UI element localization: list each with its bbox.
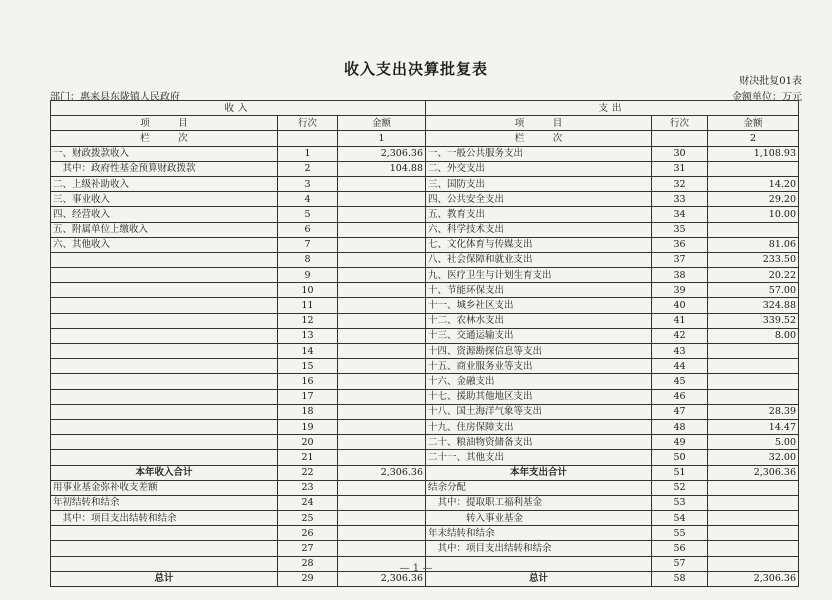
income-column-number: 1 <box>338 131 426 146</box>
table-row <box>51 222 799 237</box>
income-item-cell: 四、经营收入 <box>51 207 278 222</box>
table-row <box>51 450 799 465</box>
expense-item-cell: 五、教育支出 <box>426 207 652 222</box>
expense-item-cell: 年末结转和结余 <box>426 526 652 541</box>
table-row <box>51 480 799 495</box>
expense-amount-cell <box>708 526 799 541</box>
expense-amount-cell <box>708 480 799 495</box>
page-title: 收入支出决算批复表 <box>343 60 488 78</box>
expense-item-cell: 七、文化体育与传媒支出 <box>426 237 652 252</box>
expense-amount-cell: 81.06 <box>708 237 799 252</box>
income-item-cell: 三、事业收入 <box>51 192 278 207</box>
expense-amount-cell <box>708 541 799 556</box>
expense-item-header: 项 目 <box>426 116 652 131</box>
income-amount-cell <box>338 313 426 328</box>
expense-row-no-cell: 50 <box>652 450 708 465</box>
expense-row-no-cell: 53 <box>652 495 708 510</box>
expense-row-no-cell: 35 <box>652 222 708 237</box>
expense-amount-cell: 14.20 <box>708 176 799 191</box>
expense-amount-cell <box>708 389 799 404</box>
income-amount-cell: 2,306.36 <box>338 465 426 480</box>
income-row-no-cell: 24 <box>278 495 338 510</box>
income-row-no-cell: 15 <box>278 359 338 374</box>
expense-amount-cell <box>708 222 799 237</box>
income-amount-cell <box>338 480 426 495</box>
income-amount-cell <box>338 298 426 313</box>
income-row-no-cell: 20 <box>278 435 338 450</box>
expense-row-no-cell: 42 <box>652 328 708 343</box>
income-row-no-cell: 7 <box>278 237 338 252</box>
income-amount-cell <box>338 419 426 434</box>
expense-amount-cell: 324.88 <box>708 298 799 313</box>
table-row <box>51 268 799 283</box>
income-amount-cell <box>338 435 426 450</box>
income-item-cell <box>51 328 278 343</box>
approval-table <box>50 100 799 587</box>
expense-row-no-cell: 36 <box>652 237 708 252</box>
income-item-cell <box>51 374 278 389</box>
expense-row-no-cell: 40 <box>652 298 708 313</box>
expense-header: 支出 <box>426 101 799 116</box>
expense-row-no-cell: 33 <box>652 192 708 207</box>
expense-item-cell: 十八、国土海洋气象等支出 <box>426 404 652 419</box>
expense-amount-cell <box>708 359 799 374</box>
income-item-cell: 五、附属单位上缴收入 <box>51 222 278 237</box>
income-amount-cell <box>338 495 426 510</box>
income-amount-cell <box>338 374 426 389</box>
expense-row-no-cell: 32 <box>652 176 708 191</box>
expense-row-no-cell: 51 <box>652 465 708 480</box>
table-row <box>51 435 799 450</box>
expense-item-cell: 其中：项目支出结转和结余 <box>426 541 652 556</box>
table-row <box>51 359 799 374</box>
income-row-no-cell: 10 <box>278 283 338 298</box>
table-row <box>51 389 799 404</box>
table-row <box>51 161 799 176</box>
table-row <box>51 237 799 252</box>
expense-item-cell: 十六、金融支出 <box>426 374 652 389</box>
income-amount-cell <box>338 389 426 404</box>
expense-amount-cell: 8.00 <box>708 328 799 343</box>
expense-row-no-cell: 31 <box>652 161 708 176</box>
income-item-cell <box>51 283 278 298</box>
income-row-no-header: 行次 <box>278 116 338 131</box>
table-row <box>51 419 799 434</box>
expense-amount-cell <box>708 344 799 359</box>
expense-item-cell: 十七、援助其他地区支出 <box>426 389 652 404</box>
income-row-no-cell: 13 <box>278 328 338 343</box>
income-row-no-cell: 8 <box>278 252 338 267</box>
table-row <box>51 495 799 510</box>
income-item-cell <box>51 268 278 283</box>
expense-row-no-cell: 34 <box>652 207 708 222</box>
expense-item-cell: 十一、城乡社区支出 <box>426 298 652 313</box>
table-row <box>51 328 799 343</box>
expense-column-number: 2 <box>708 131 799 146</box>
expense-row-no-cell: 52 <box>652 480 708 495</box>
expense-item-cell: 本年支出合计 <box>426 465 652 480</box>
expense-amount-cell: 28.39 <box>708 404 799 419</box>
table-row <box>51 541 799 556</box>
income-row-no-cell: 27 <box>278 541 338 556</box>
expense-column-label: 栏 次 <box>426 131 652 146</box>
expense-item-cell: 九、医疗卫生与计划生育支出 <box>426 268 652 283</box>
expense-amount-cell: 2,306.36 <box>708 571 799 586</box>
income-item-cell <box>51 298 278 313</box>
income-row-no-cell: 23 <box>278 480 338 495</box>
income-item-cell <box>51 526 278 541</box>
expense-row-no-cell: 46 <box>652 389 708 404</box>
income-item-cell: 一、财政拨款收入 <box>51 146 278 161</box>
table-body <box>51 146 799 586</box>
income-amount-cell <box>338 268 426 283</box>
expense-column-empty <box>652 131 708 146</box>
income-row-no-cell: 22 <box>278 465 338 480</box>
income-header: 收入 <box>51 101 426 116</box>
expense-row-no-cell: 47 <box>652 404 708 419</box>
table-row <box>51 344 799 359</box>
income-amount-cell <box>338 176 426 191</box>
expense-amount-cell <box>708 374 799 389</box>
expense-item-cell: 二、外交支出 <box>426 161 652 176</box>
income-row-no-cell: 17 <box>278 389 338 404</box>
department-label: 部门：惠来县东陇镇人民政府 <box>50 92 180 103</box>
expense-row-no-cell: 41 <box>652 313 708 328</box>
expense-row-no-cell: 39 <box>652 283 708 298</box>
table-row <box>51 374 799 389</box>
table-row <box>51 207 799 222</box>
table-row <box>51 313 799 328</box>
expense-row-no-cell: 56 <box>652 541 708 556</box>
expense-item-cell: 二十、粮油物资储备支出 <box>426 435 652 450</box>
income-item-cell <box>51 359 278 374</box>
income-item-cell <box>51 450 278 465</box>
income-amount-cell: 104.88 <box>338 161 426 176</box>
income-item-cell: 六、其他收入 <box>51 237 278 252</box>
income-amount-cell <box>338 404 426 419</box>
expense-item-cell: 四、公共安全支出 <box>426 192 652 207</box>
income-row-no-cell: 9 <box>278 268 338 283</box>
expense-row-no-cell: 43 <box>652 344 708 359</box>
income-amount-cell <box>338 237 426 252</box>
income-row-no-cell: 26 <box>278 526 338 541</box>
expense-amount-cell: 2,306.36 <box>708 465 799 480</box>
table-row <box>51 526 799 541</box>
expense-item-cell: 六、科学技术支出 <box>426 222 652 237</box>
income-row-no-cell: 16 <box>278 374 338 389</box>
expense-row-no-cell: 57 <box>652 556 708 571</box>
income-row-no-cell: 14 <box>278 344 338 359</box>
income-amount-cell <box>338 207 426 222</box>
income-item-cell: 其中：项目支出结转和结余 <box>51 511 278 526</box>
expense-item-cell: 八、社会保障和就业支出 <box>426 252 652 267</box>
income-item-cell <box>51 252 278 267</box>
table-row <box>51 298 799 313</box>
income-amount-cell: 2,306.36 <box>338 571 426 586</box>
expense-item-cell: 十、节能环保支出 <box>426 283 652 298</box>
expense-amount-header: 金额 <box>708 116 799 131</box>
expense-amount-cell: 5.00 <box>708 435 799 450</box>
income-item-cell <box>51 419 278 434</box>
income-amount-cell <box>338 328 426 343</box>
income-row-no-cell: 11 <box>278 298 338 313</box>
income-row-no-cell: 18 <box>278 404 338 419</box>
income-row-no-cell: 25 <box>278 511 338 526</box>
table-row <box>51 176 799 191</box>
income-amount-cell <box>338 450 426 465</box>
expense-row-no-cell: 54 <box>652 511 708 526</box>
income-row-no-cell: 12 <box>278 313 338 328</box>
income-row-no-cell: 29 <box>278 571 338 586</box>
income-item-cell: 年初结转和结余 <box>51 495 278 510</box>
income-item-cell <box>51 344 278 359</box>
expense-amount-cell: 14.47 <box>708 419 799 434</box>
income-amount-cell <box>338 192 426 207</box>
table-row <box>51 252 799 267</box>
expense-amount-cell: 29.20 <box>708 192 799 207</box>
income-item-cell <box>51 404 278 419</box>
income-amount-cell <box>338 252 426 267</box>
expense-item-cell: 十九、住房保障支出 <box>426 419 652 434</box>
expense-item-cell: 十三、交通运输支出 <box>426 328 652 343</box>
income-amount-cell <box>338 541 426 556</box>
income-row-no-cell: 5 <box>278 207 338 222</box>
income-amount-cell <box>338 222 426 237</box>
expense-amount-cell: 233.50 <box>708 252 799 267</box>
income-amount-cell <box>338 526 426 541</box>
income-item-cell: 其中：政府性基金预算财政拨款 <box>51 161 278 176</box>
income-item-cell: 总计 <box>51 571 278 586</box>
income-item-cell <box>51 541 278 556</box>
expense-item-cell: 十二、农林水支出 <box>426 313 652 328</box>
expense-row-no-cell: 55 <box>652 526 708 541</box>
income-item-cell: 二、上级补助收入 <box>51 176 278 191</box>
table-row <box>51 465 799 480</box>
income-row-no-cell: 3 <box>278 176 338 191</box>
expense-row-no-cell: 45 <box>652 374 708 389</box>
expense-item-cell: 转入事业基金 <box>426 511 652 526</box>
income-amount-cell <box>338 283 426 298</box>
expense-row-no-cell: 38 <box>652 268 708 283</box>
expense-row-no-header: 行次 <box>652 116 708 131</box>
income-item-cell: 本年收入合计 <box>51 465 278 480</box>
unit-label: 金额单位：万元 <box>732 92 802 103</box>
income-item-cell: 用事业基金弥补收支差额 <box>51 480 278 495</box>
income-column-empty <box>278 131 338 146</box>
table-row <box>51 511 799 526</box>
expense-amount-cell: 1,108.93 <box>708 146 799 161</box>
expense-row-no-cell: 37 <box>652 252 708 267</box>
income-amount-cell <box>338 511 426 526</box>
expense-item-cell: 十五、商业服务业等支出 <box>426 359 652 374</box>
expense-item-cell: 一、一般公共服务支出 <box>426 146 652 161</box>
income-row-no-cell: 28 <box>278 556 338 571</box>
income-row-no-cell: 1 <box>278 146 338 161</box>
expense-row-no-cell: 58 <box>652 571 708 586</box>
income-item-cell <box>51 389 278 404</box>
income-row-no-cell: 2 <box>278 161 338 176</box>
expense-item-cell: 十四、资源勘探信息等支出 <box>426 344 652 359</box>
page-number: — 1 — <box>399 563 433 574</box>
expense-amount-cell: 20.22 <box>708 268 799 283</box>
expense-amount-cell <box>708 495 799 510</box>
table-row <box>51 146 799 161</box>
income-amount-cell <box>338 344 426 359</box>
expense-row-no-cell: 48 <box>652 419 708 434</box>
income-amount-header: 金额 <box>338 116 426 131</box>
income-amount-cell <box>338 359 426 374</box>
expense-item-cell: 二十一、其他支出 <box>426 450 652 465</box>
expense-amount-cell: 57.00 <box>708 283 799 298</box>
income-column-label: 栏 次 <box>51 131 278 146</box>
table-row <box>51 404 799 419</box>
expense-item-cell: 其中：提取职工福利基金 <box>426 495 652 510</box>
income-item-cell <box>51 435 278 450</box>
expense-item-cell: 总计 <box>426 571 652 586</box>
table-row <box>51 192 799 207</box>
expense-amount-cell <box>708 511 799 526</box>
form-id: 财决批复01表 <box>739 76 802 87</box>
expense-row-no-cell: 44 <box>652 359 708 374</box>
expense-item-cell: 结余分配 <box>426 480 652 495</box>
expense-row-no-cell: 49 <box>652 435 708 450</box>
income-item-cell <box>51 313 278 328</box>
expense-amount-cell: 339.52 <box>708 313 799 328</box>
income-row-no-cell: 6 <box>278 222 338 237</box>
table-row <box>51 283 799 298</box>
expense-item-cell: 三、国防支出 <box>426 176 652 191</box>
income-item-header: 项 目 <box>51 116 278 131</box>
income-amount-cell: 2,306.36 <box>338 146 426 161</box>
expense-row-no-cell: 30 <box>652 146 708 161</box>
income-row-no-cell: 19 <box>278 419 338 434</box>
income-row-no-cell: 4 <box>278 192 338 207</box>
income-row-no-cell: 21 <box>278 450 338 465</box>
expense-amount-cell <box>708 161 799 176</box>
expense-amount-cell: 32.00 <box>708 450 799 465</box>
expense-amount-cell: 10.00 <box>708 207 799 222</box>
